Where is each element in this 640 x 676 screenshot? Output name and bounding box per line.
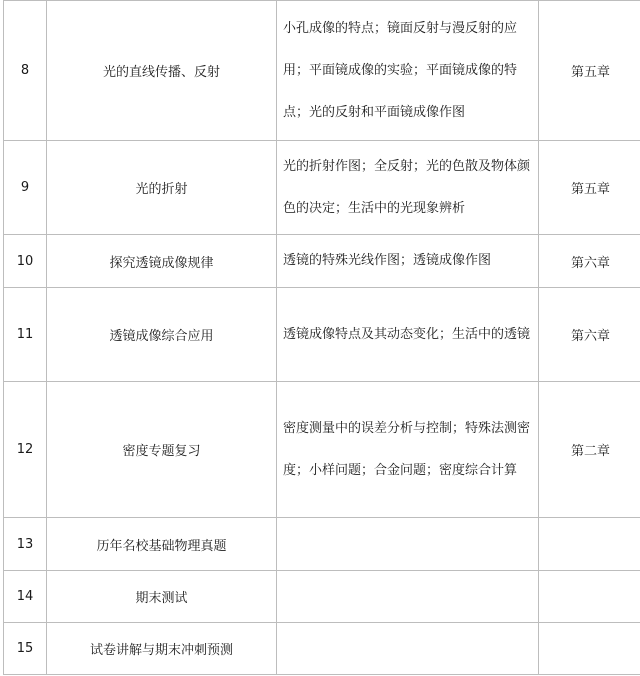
lesson-content: 透镜的特殊光线作图；透镜成像作图: [277, 235, 539, 288]
lesson-chapter: 第二章: [539, 382, 640, 518]
lesson-topic: 探究透镜成像规律: [47, 235, 277, 288]
lesson-topic: 透镜成像综合应用: [47, 288, 277, 382]
table-row: [4, 235, 640, 288]
lesson-chapter: 第六章: [539, 288, 640, 382]
lesson-topic: 密度专题复习: [47, 382, 277, 518]
lesson-chapter: [539, 571, 640, 623]
lesson-content: 小孔成像的特点；镜面反射与漫反射的应用；平面镜成像的实验；平面镜成像的特点；光的反射和平面镜成像作图: [277, 1, 539, 141]
lesson-topic: 期末测试: [47, 571, 277, 623]
lesson-topic: 光的折射: [47, 141, 277, 235]
lesson-topic: 光的直线传播、反射: [47, 1, 277, 141]
lesson-topic: 历年名校基础物理真题: [47, 518, 277, 571]
lesson-content: 光的折射作图；全反射；光的色散及物体颜色的决定；生活中的光现象辨析: [277, 141, 539, 235]
lesson-number: 11: [4, 288, 47, 382]
lesson-chapter: 第五章: [539, 1, 640, 141]
table-row: [4, 1, 640, 141]
lesson-topic: 试卷讲解与期末冲刺预测: [47, 623, 277, 675]
lesson-number: 13: [4, 518, 47, 571]
table-row: [4, 382, 640, 518]
lesson-content: [277, 623, 539, 675]
table-row: [4, 141, 640, 235]
lesson-number: 10: [4, 235, 47, 288]
lesson-number: 12: [4, 382, 47, 518]
lesson-number: 14: [4, 571, 47, 623]
lesson-chapter: [539, 623, 640, 675]
lesson-content: 密度测量中的误差分析与控制；特殊法测密度；小样问题；合金问题；密度综合计算: [277, 382, 539, 518]
lesson-chapter: 第五章: [539, 141, 640, 235]
table-row: [4, 518, 640, 571]
lesson-chapter: 第六章: [539, 235, 640, 288]
lesson-content: 透镜成像特点及其动态变化；生活中的透镜: [277, 288, 539, 382]
lesson-number: 9: [4, 141, 47, 235]
lesson-content: [277, 518, 539, 571]
table-row: [4, 623, 640, 675]
lesson-number: 8: [4, 1, 47, 141]
schedule-table: [3, 0, 640, 675]
table-row: [4, 288, 640, 382]
lesson-number: 15: [4, 623, 47, 675]
table-row: [4, 571, 640, 623]
lesson-content: [277, 571, 539, 623]
lesson-chapter: [539, 518, 640, 571]
